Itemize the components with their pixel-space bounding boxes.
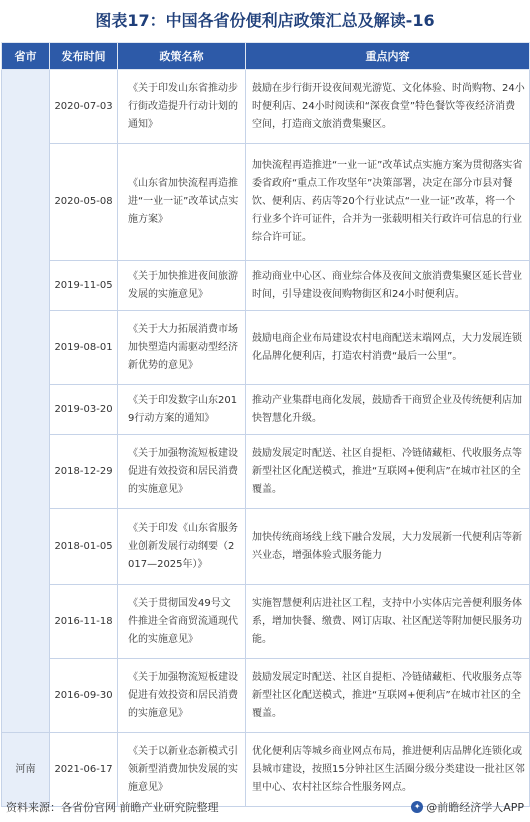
content-cell: 鼓励电商企业布局建设农村电商配送末端网点，大力发展连锁化品牌化便利店，打造农村消费“最后一公里”。 — [246, 311, 530, 385]
date-cell: 2018-12-29 — [50, 435, 118, 509]
table-header-row — [2, 43, 530, 70]
content-cell: 优化便利店等城乡商业网点布局，推进便利店品牌化连锁化或县城市建设，按照15分钟社区生活圈分级分类建设一批社区邻里中心、农村社区综合性服务网点。 — [246, 733, 530, 807]
table-row — [2, 659, 530, 733]
date-cell: 2018-01-05 — [50, 509, 118, 585]
policy-cell: 《山东省加快流程再造推进“一业一证”改革试点实施方案》 — [118, 144, 246, 261]
policy-table — [1, 42, 530, 807]
date-cell: 2019-03-20 — [50, 385, 118, 435]
table-row — [2, 509, 530, 585]
content-cell: 推动商业中心区、商业综合体及夜间文旅消费集聚区延长营业时间，引导建设夜间购物街区和24小时便利店。 — [246, 261, 530, 311]
province-cell: 河南 — [2, 733, 50, 807]
content-cell: 推动产业集群电商化发展，鼓励香干商贸企业及传统便利店加快智慧化升级。 — [246, 385, 530, 435]
table-row — [2, 385, 530, 435]
content-cell: 鼓励在步行街开设夜间观光游览、文化体验、时尚购物、24小时便利店、24小时阅读和“深夜食堂”特色餐饮等夜经济消费空间，打造商文旅消费集聚区。 — [246, 70, 530, 144]
table-row — [2, 70, 530, 144]
policy-cell: 《关于以新业态新模式引领新型消费加快发展的实施意见》 — [118, 733, 246, 807]
column-header-content: 重点内容 — [246, 43, 530, 70]
brand-label: @前瞻经济学人APP — [426, 801, 524, 814]
policy-cell: 《关于印发《山东省服务业创新发展行动纲要（2017—2025年）》 — [118, 509, 246, 585]
column-header-date: 发布时间 — [50, 43, 118, 70]
footer — [0, 792, 530, 822]
column-header-policy: 政策名称 — [118, 43, 246, 70]
policy-cell: 《关于加快推进夜间旅游发展的实施意见》 — [118, 261, 246, 311]
brand-logo-icon: ✦ — [411, 801, 423, 813]
policy-cell: 《关于印发数字山东2019行动方案的通知》 — [118, 385, 246, 435]
table-row — [2, 261, 530, 311]
date-cell: 2020-05-08 — [50, 144, 118, 261]
policy-cell: 《关于大力拓展消费市场加快塑造内需驱动型经济新优势的意见》 — [118, 311, 246, 385]
source-note: 资料来源：各省份官网 前瞻产业研究院整理 — [6, 801, 219, 814]
table-row — [2, 144, 530, 261]
table-row — [2, 435, 530, 509]
policy-cell: 《关于加强物流短板建设促进有效投资和居民消费的实施意见》 — [118, 435, 246, 509]
date-cell: 2021-06-17 — [50, 733, 118, 807]
policy-cell: 《关于贯彻国发49号文件推进全省商贸流通现代化的实施意见》 — [118, 585, 246, 659]
date-cell: 2016-09-30 — [50, 659, 118, 733]
date-cell: 2020-07-03 — [50, 70, 118, 144]
brand-mark — [411, 799, 524, 815]
content-cell: 加快传统商场线上线下融合发展，大力发展新一代便利店等新兴业态，增强体验式服务能力 — [246, 509, 530, 585]
policy-cell: 《关于印发山东省推动步行街改造提升行动计划的通知》 — [118, 70, 246, 144]
date-cell: 2019-11-05 — [50, 261, 118, 311]
content-cell: 鼓励发展定时配送、社区自提柜、冷链储藏柜、代收服务点等新型社区化配送模式，推进“互联网+便利店”在城市社区的全覆盖。 — [246, 659, 530, 733]
table-row — [2, 585, 530, 659]
table-row — [2, 311, 530, 385]
content-cell: 鼓励发展定时配送、社区自提柜、冷链储藏柜、代收服务点等新型社区化配送模式，推进“互联网+便利店”在城市社区的全覆盖。 — [246, 435, 530, 509]
policy-cell: 《关于加强物流短板建设促进有效投资和居民消费的实施意见》 — [118, 659, 246, 733]
date-cell: 2019-08-01 — [50, 311, 118, 385]
content-cell: 加快流程再造推进“一业一证”改革试点实施方案为贯彻落实省委省政府“重点工作攻坚年”决策部署，决定在部分市县对餐饮、便利店、药店等20个行业试点“一业一证”改革，将一个行业多个许可证件，合并为一张载明相关行政许可信息的行业综合许可证。 — [246, 144, 530, 261]
column-header-province: 省市 — [2, 43, 50, 70]
province-cell — [2, 70, 50, 733]
figure-title: 图表17：中国各省份便利店政策汇总及解读-16 — [95, 11, 435, 30]
date-cell: 2016-11-18 — [50, 585, 118, 659]
content-cell: 实施智慧便利店进社区工程，支持中小实体店完善便利服务体系，增加快餐、缴费、网订店取、社区配送等附加便民服务功能。 — [246, 585, 530, 659]
